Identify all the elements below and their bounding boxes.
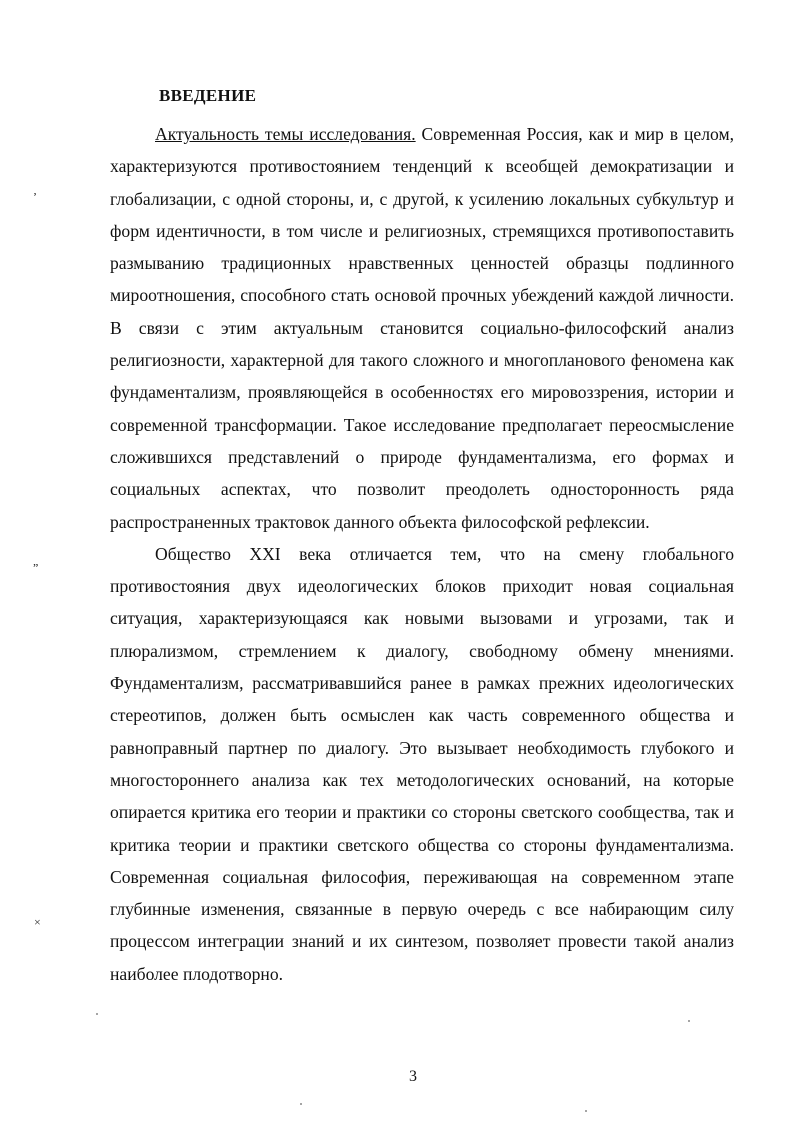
- paragraph-lead: Актуальность темы исследования.: [155, 124, 416, 144]
- scan-dot-icon: [96, 1013, 98, 1015]
- scan-mark-icon: ×: [34, 915, 41, 929]
- scan-dot-icon: [585, 1110, 587, 1112]
- body-text: [110, 118, 734, 990]
- paragraph-text: Общество XXI века отличается тем, что на смену глобального противостояния двух идеологических блоков приходит новая социальная ситуация, характеризующаяся как новыми вызовами и угрозами, так и плюрализмом, стремлением к диалогу, свободному обмену мнениями. Фундаментализм, рассматривавшийся ранее в рамках прежних идеологических стереотипов, должен быть осмыслен как часть современного общества и равноправный партнер по диалогу. Это вызывает необходимость глубокого и многостороннего анализа как тех методологических оснований, на которые опирается критика его теории и практики со стороны светского сообщества, так и критика теории и практики светского общества со стороны фундаментализма. Современная социальная философия, переживающая на современном этапе глубинные изменения, связанные в первую очередь с все набирающим силу процессом интеграции знаний и их синтезом, позволяет провести такой анализ наиболее плодотворно.: [110, 543, 734, 984]
- scan-dot-icon: [688, 1020, 690, 1022]
- scan-mark-icon: „: [33, 554, 39, 568]
- paragraph-society: [110, 538, 734, 990]
- section-heading: ВВЕДЕНИЕ: [159, 86, 257, 105]
- scan-dot-icon: [300, 1103, 302, 1105]
- page-number: 3: [409, 1068, 417, 1085]
- paragraph-text: Современная Россия, как и мир в целом, характеризуются противостоянием тенденций к всеобщей демократизации и глобализации, с одной стороны, и, с другой, к усилению локальных субкультур и форм идентичности, в том числе и религиозных, стремящихся противопоставить размыванию традиционных нравственных ценностей образцы подлинного мироотношения, способного стать основой прочных убеждений каждой личности. В связи с этим актуальным становится социально-философский анализ религиозности, характерной для такого сложного и многопланового феномена как фундаментализм, проявляющейся в особенностях его мировоззрения, истории и современной трансформации. Такое исследование предполагает переосмысление сложившихся представлений о природе фундаментализма, его формах и социальных аспектах, что позволит преодолеть односторонность ряда распространенных трактовок данного объекта философской рефлексии.: [110, 124, 735, 532]
- paragraph-relevance: [110, 118, 734, 538]
- scan-mark-icon: ‚: [33, 183, 37, 197]
